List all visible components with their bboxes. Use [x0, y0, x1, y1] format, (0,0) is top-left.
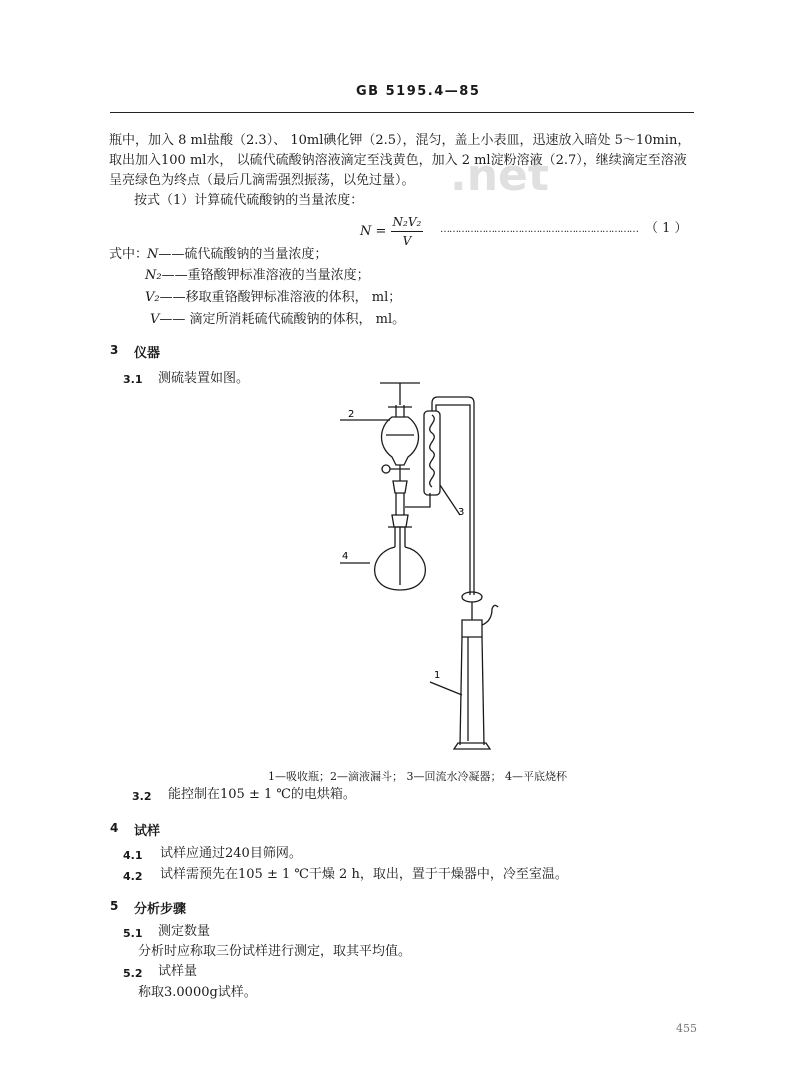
where-desc: ——硫代硫酸钠的当量浓度；	[158, 247, 328, 262]
where-desc: ——移取重铬酸钾标准溶液的体积， ml；	[159, 290, 402, 305]
section-4-1-number: 4.1	[123, 849, 143, 862]
section-3-2-text: 能控制在105 ± 1 ℃的电烘箱。	[168, 787, 356, 802]
section-5-1-title: 测定数量	[158, 924, 211, 939]
intro-line-2: 取出加入100 ml水， 以硫代硫酸钠溶液滴定至浅黄色，加入 2 ml淀粉溶液（2.7），继续滴定至溶液	[109, 153, 687, 168]
section-3-2-number: 3.2	[132, 790, 152, 803]
formula-leader: …………………………………………………………	[440, 224, 638, 235]
formula-numerator: N₂V₂	[391, 213, 424, 232]
section-5-2-text: 称取3.0000g试样。	[138, 985, 257, 1000]
section-3-1-number: 3.1	[123, 373, 143, 386]
section-4-title: 试样	[134, 824, 161, 839]
where-item	[147, 246, 327, 264]
standard-number: GB 5195.4—85	[356, 84, 481, 99]
where-desc: ——重铬酸钾标准溶液的当量浓度；	[161, 268, 370, 283]
formula	[360, 213, 423, 250]
formula-number: （ 1 ）	[645, 221, 688, 236]
intro-line-1: 瓶中，加入 8 ml盐酸（2.3）、 10ml碘化钾（2.5），混匀，盖上小表皿，迅速放入暗处 5～10min，	[109, 133, 691, 148]
section-4-2-text: 试样需预先在105 ± 1 ℃干燥 2 h，取出，置于干燥器中，冷至室温。	[160, 867, 568, 882]
section-5-2-title: 试样量	[158, 964, 198, 979]
section-4-number: 4	[110, 821, 119, 835]
where-symbol: N₂	[145, 268, 162, 283]
where-symbol: V	[150, 312, 160, 327]
figure-caption: 1—吸收瓶；2—滴液漏斗； 3—回流水冷凝器； 4—平底烧杯	[268, 770, 567, 783]
where-desc: —— 滴定所消耗硫代硫酸钠的体积， ml。	[159, 312, 406, 327]
header-rule	[110, 112, 694, 113]
watermark: .net	[450, 150, 549, 201]
section-5-title: 分析步骤	[134, 902, 187, 917]
where-item	[150, 311, 405, 329]
section-5-number: 5	[110, 899, 119, 913]
section-3-1-text: 测硫装置如图。	[158, 371, 250, 386]
figure-label-1: 1	[434, 670, 441, 681]
where-symbol: V₂	[145, 290, 160, 305]
formula-fraction	[391, 213, 424, 250]
figure-label-3: 3	[458, 507, 465, 518]
section-5-2-number: 5.2	[123, 967, 143, 980]
formula-lhs: N =	[360, 224, 387, 239]
section-5-1-number: 5.1	[123, 927, 143, 940]
section-4-2-number: 4.2	[123, 870, 143, 883]
figure-label-2: 2	[348, 409, 355, 420]
section-5-1-text: 分析时应称取三份试样进行测定，取其平均值。	[138, 944, 412, 959]
apparatus-figure	[330, 375, 620, 760]
formula-denominator: V	[402, 234, 412, 248]
figure-label-4: 4	[342, 551, 349, 562]
where-item	[145, 267, 370, 285]
section-4-1-text: 试样应通过240目筛网。	[160, 846, 302, 861]
where-prefix: 式中：	[109, 247, 149, 262]
page-number: 455	[676, 1022, 697, 1035]
where-symbol: N	[147, 247, 159, 262]
where-item	[145, 289, 401, 307]
section-3-title: 仪器	[134, 346, 161, 361]
section-3-number: 3	[110, 343, 119, 357]
intro-line-3: 呈亮绿色为终点（最后几滴需强烈振荡，以免过量）。	[109, 173, 415, 188]
intro-line-4: 按式（1）计算硫代硫酸钠的当量浓度：	[134, 193, 364, 208]
